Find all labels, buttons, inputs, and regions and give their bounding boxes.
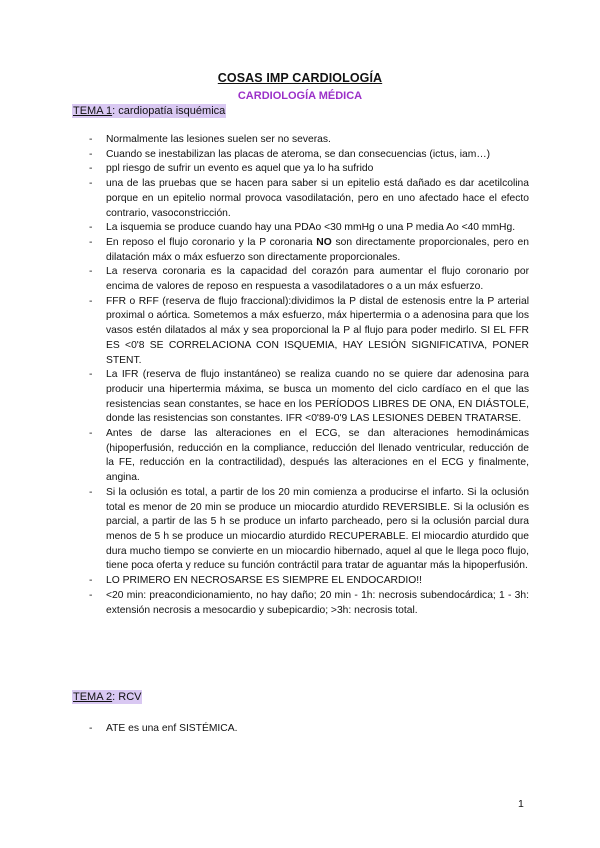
item-text: FFR o RFF (reserva de flujo fraccional):dividimos la P distal de estenosis entre la P arterial proximal o aórtica. Sometemos a máx esfuerzo, máx hipertermia o a adenosina para que los vasos estén dilatados al máx y sea proporcional la P al flujo para poder medirlo. SI EL FFR ES <0'8 SE CORRELACIONA CON ISQUEMIA, HAY LESIÓN SIGNIFICATIVA, PONER STENT. [106,295,529,366]
document-subtitle: CARDIOLOGÍA MÉDICA [237,90,363,102]
list-item [89,368,529,427]
item-text: Antes de darse las alteraciones en el ECG, se dan alteraciones hemodinámicas (hipoperfusión, reducción en la compliance, reducción del llenado ventricular, reducción de la FE, reducción en la contractilidad), después las alteraciones en el ECG y finalmente, angina. [106,428,529,484]
list-item [89,148,529,163]
list-item [89,265,529,294]
page-number: 1 [518,798,524,810]
item-text: una de las pruebas que se hacen para saber si un epitelio está dañado es dar acetilcolina porque en un epitelio normal provoca vasodilatación, pero en uno afectado hace el efecto contrario, vasoconstricción. [106,178,529,219]
item-text: Normalmente las lesiones suelen ser no severas. [106,134,331,145]
section-heading-tema-1: TEMA 1: cardiopatía isquémica [73,105,226,117]
bullet-list-tema-2 [89,722,529,737]
list-item [89,574,529,589]
item-text: Cuando se inestabilizan las placas de ateroma, se dan consecuencias (ictus, iam…) [106,148,491,160]
item-text: ATE es una enf SISTÉMICA. [106,723,238,734]
bullet-list-tema-1 [89,133,529,618]
list-item [89,133,529,148]
document-title: COSAS IMP CARDIOLOGÍA [217,71,383,85]
list-item [89,427,529,486]
section-name: cardiopatía isquémica [118,105,226,117]
item-text: En reposo el flujo coronario y la P coronaria [106,236,317,248]
item-text: LO PRIMERO EN NECROSARSE ES SIEMPRE EL ENDOCARDIO!! [106,575,423,587]
item-text: Si la oclusión es total, a partir de los 20 min comienza a producirse el infarto. Si la oclusión total es menor de 20 min se produce un miocardio aturdido REVERSIBLE. Si la oclusión es parcial, a partir de las 5 h se produce un infarto parcheado, pero si la oclusión parcial dura menos de 5 h se produce un miocardio aturdido RECUPERABLE. El miocardio aturdido que dura mucho tiempo se convierte en un miocardio hibernado, aquel al que le llega poco flujo, tiene poca oferta y reduce su función contráctil para tratar de aguantar más la hipoperfusión. [106,486,529,572]
section-label: TEMA 2 [73,691,113,703]
list-item [89,221,529,236]
list-item [89,236,529,265]
item-text: La IFR (reserva de flujo instantáneo) se realiza cuando no se quiere dar adenosina para producir una hipertermia máxima, se busca un momento del ciclo cardíaco en el que las resistencias sean constantes, se hace en los PERÍODOS LIBRES DE ONA, EN DIÁSTOLE, donde las resistencias son constantes. IFR <0'89-0'9 LAS LESIONES DEBEN TRATARSE. [106,369,529,425]
section-label: TEMA 1 [73,105,113,117]
list-item [89,589,529,618]
list-item [89,177,529,221]
list-item [89,162,529,177]
item-text: ppl riesgo de sufrir un evento es aquel que ya lo ha sufrido [106,163,374,175]
list-item [89,722,529,737]
list-item [89,486,529,574]
list-item [89,295,529,369]
section-heading-tema-2: TEMA 2: RCV [73,691,142,703]
bold-text: NO [316,236,332,248]
section-name: RCV [118,691,142,703]
item-text: <20 min: preacondicionamiento, no hay daño; 20 min - 1h: necrosis subendocárdica; 1 - 3h: extensión necrosis a mesocardio y subepicardio; >3h: necrosis total. [106,589,529,616]
item-text: La isquemia se produce cuando hay una PDAo <30 mmHg o una P media Ao <40 mmHg. [106,222,516,234]
item-text: son directamente proporcionales, pero en dilatación máx o máx esfuerzo son directamente proporcionales. [106,236,529,263]
item-text: La reserva coronaria es la capacidad del corazón para aumentar el flujo coronario por encima de valores de reposo en respuesta a vasodilatadores o a un máx esfuerzo. [106,266,529,293]
